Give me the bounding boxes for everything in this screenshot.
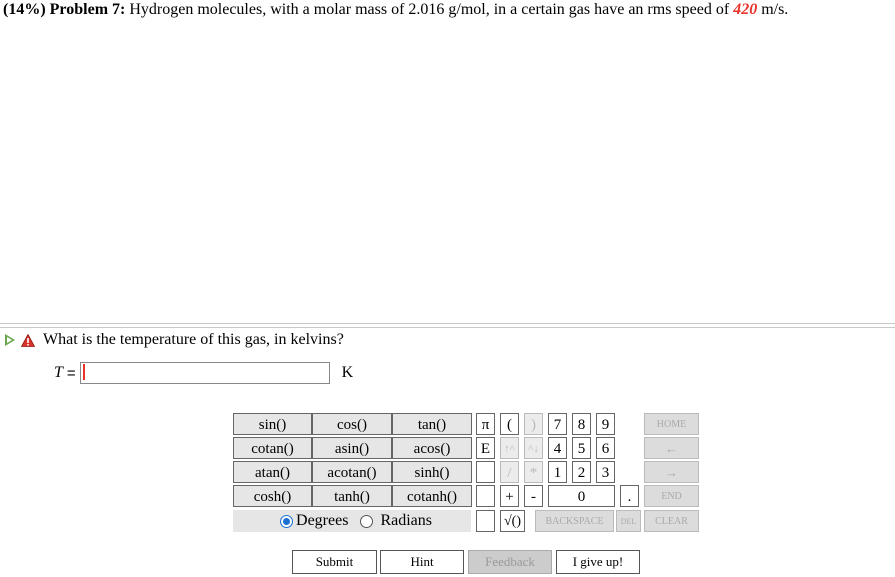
degrees-radio[interactable]	[280, 515, 293, 528]
divider	[0, 323, 895, 324]
up-caret-button[interactable]: ↑^	[500, 437, 519, 459]
question-text: What is the temperature of this gas, in kelvins?	[43, 331, 344, 348]
asin-button[interactable]: asin()	[312, 437, 392, 459]
cosh-button[interactable]: cosh()	[233, 485, 312, 507]
problem-text-after: m/s.	[757, 1, 789, 18]
acotan-button[interactable]: acotan()	[312, 461, 392, 483]
backspace-button[interactable]: BACKSPACE	[535, 510, 614, 532]
pi-button[interactable]: π	[476, 413, 495, 435]
close-paren-button[interactable]: )	[524, 413, 543, 435]
digit-5-button[interactable]: 5	[572, 437, 591, 459]
answer-field-wrapper	[80, 362, 330, 384]
digit-8-button[interactable]: 8	[572, 413, 591, 435]
digit-3-button[interactable]: 3	[596, 461, 615, 483]
right-arrow-button[interactable]: →	[644, 461, 699, 483]
digit-4-button[interactable]: 4	[548, 437, 567, 459]
tanh-button[interactable]: tanh()	[312, 485, 392, 507]
equals-sign: =	[66, 364, 76, 382]
multiply-button[interactable]: *	[524, 461, 543, 483]
e-button[interactable]: E	[476, 437, 495, 459]
sqrt-button[interactable]: √()	[500, 510, 525, 532]
cotan-button[interactable]: cotan()	[233, 437, 312, 459]
angle-mode-row	[233, 510, 471, 532]
blank-key	[476, 461, 495, 483]
problem-number: (14%) Problem 7:	[3, 1, 126, 18]
atan-button[interactable]: atan()	[233, 461, 312, 483]
divider	[0, 327, 895, 328]
tan-button[interactable]: tan()	[392, 413, 472, 435]
digit-0-button[interactable]: 0	[548, 485, 615, 507]
acos-button[interactable]: acos()	[392, 437, 472, 459]
problem-highlight-value: 420	[733, 1, 758, 18]
answer-row	[54, 362, 353, 384]
decimal-button[interactable]: .	[620, 485, 639, 507]
clear-button[interactable]: CLEAR	[644, 510, 699, 532]
plus-button[interactable]: +	[500, 485, 519, 507]
left-arrow-button[interactable]: ←	[644, 437, 699, 459]
give-up-button[interactable]: I give up!	[556, 550, 640, 574]
answer-unit: K	[341, 364, 354, 381]
down-caret-button[interactable]: ^↓	[524, 437, 543, 459]
problem-text-before: Hydrogen molecules, with a molar mass of 2.016 g/mol, in a certain gas have an rms speed of	[125, 1, 734, 18]
digit-2-button[interactable]: 2	[572, 461, 591, 483]
end-button[interactable]: END	[644, 485, 699, 507]
open-paren-button[interactable]: (	[500, 413, 519, 435]
text-caret	[83, 364, 85, 380]
divide-button[interactable]: /	[500, 461, 519, 483]
minus-button[interactable]: -	[524, 485, 543, 507]
digit-9-button[interactable]: 9	[596, 413, 615, 435]
digit-6-button[interactable]: 6	[596, 437, 615, 459]
question-row	[2, 331, 344, 349]
cos-button[interactable]: cos()	[312, 413, 392, 435]
delete-button[interactable]: DEL	[616, 510, 641, 532]
answer-input[interactable]	[80, 362, 330, 384]
hint-button[interactable]: Hint	[380, 550, 464, 574]
cotanh-button[interactable]: cotanh()	[392, 485, 472, 507]
warning-icon	[21, 334, 35, 347]
problem-statement	[3, 0, 788, 20]
radians-label: Radians	[380, 512, 432, 529]
blank-key	[476, 510, 495, 532]
sinh-button[interactable]: sinh()	[392, 461, 472, 483]
blank-key	[476, 485, 495, 507]
submit-button[interactable]: Submit	[292, 550, 377, 574]
radians-radio[interactable]	[360, 515, 373, 528]
play-icon[interactable]	[5, 334, 15, 346]
feedback-button[interactable]: Feedback	[468, 550, 552, 574]
home-button[interactable]: HOME	[644, 413, 699, 435]
answer-variable: T	[54, 364, 63, 381]
degrees-label: Degrees	[296, 512, 349, 529]
digit-1-button[interactable]: 1	[548, 461, 567, 483]
digit-7-button[interactable]: 7	[548, 413, 567, 435]
sin-button[interactable]: sin()	[233, 413, 312, 435]
